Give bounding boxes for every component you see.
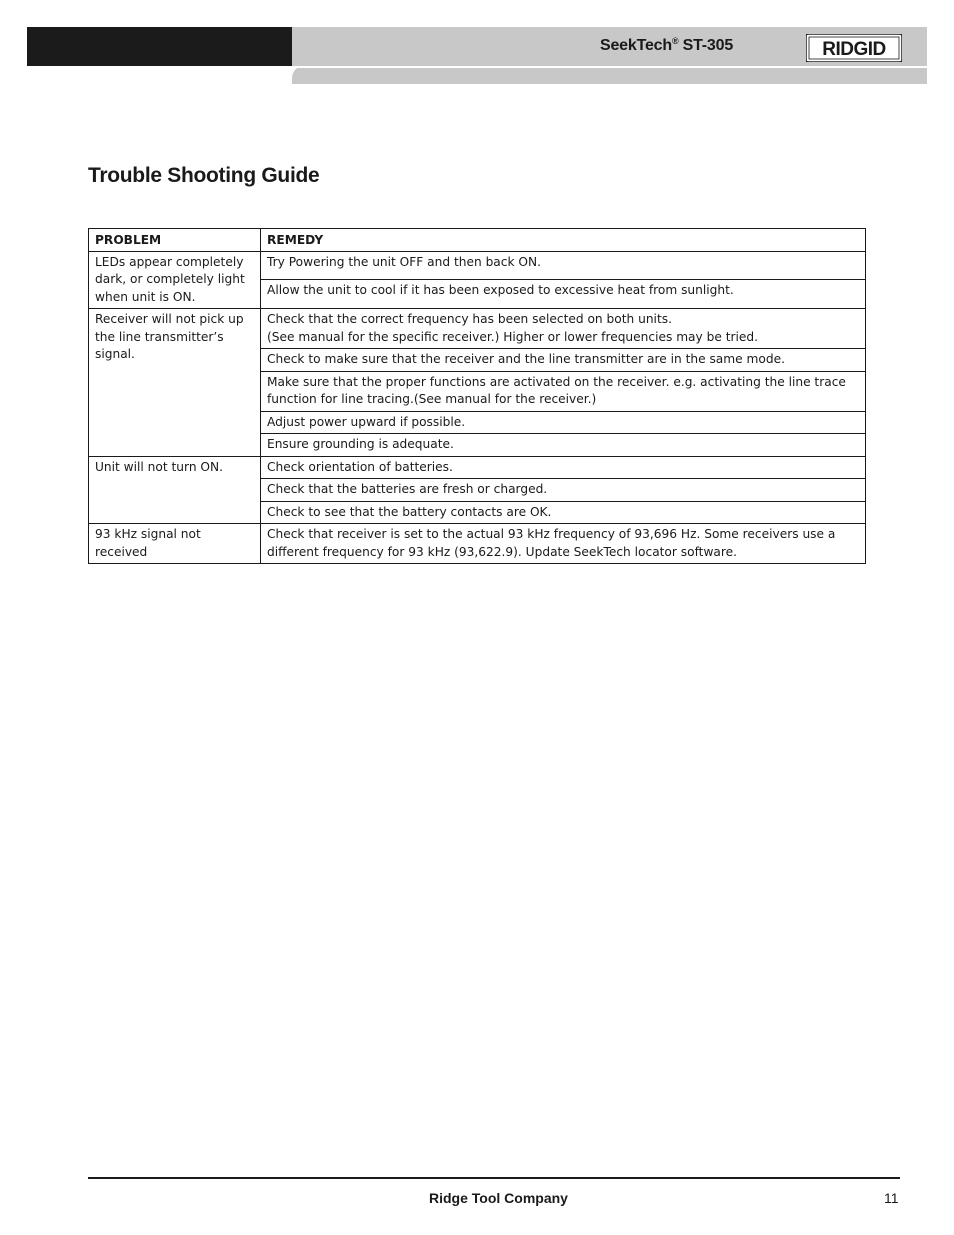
problem-cell: Receiver will not pick up the line transmitter’s signal. <box>89 309 261 457</box>
troubleshooting-table <box>88 228 866 564</box>
table-header-row <box>89 229 866 252</box>
table-row <box>89 524 866 564</box>
table-row <box>89 456 866 479</box>
remedy-cell: Check that receiver is set to the actual 93 kHz frequency of 93,696 Hz. Some receivers use a different frequency for 93 kHz (93,622.9). Update SeekTech locator software. <box>261 524 866 564</box>
table-row <box>89 309 866 349</box>
header-divider <box>292 66 927 68</box>
problem-cell: LEDs appear completely dark, or completely light when unit is ON. <box>89 251 261 309</box>
registered-mark: ® <box>671 36 679 46</box>
model-number: ST-305 <box>682 37 734 54</box>
header-black-bar <box>27 27 292 66</box>
column-header-problem: PROBLEM <box>89 229 261 252</box>
problem-cell: Unit will not turn ON. <box>89 456 261 524</box>
ridgid-logo-icon <box>806 34 902 62</box>
remedy-cell: Check orientation of batteries. <box>261 456 866 479</box>
remedy-cell: Allow the unit to cool if it has been exposed to excessive heat from sunlight. <box>261 280 866 309</box>
logo-text: RIDGID <box>822 39 886 60</box>
remedy-cell: Try Powering the unit OFF and then back ON. <box>261 251 866 280</box>
table-body <box>89 251 866 564</box>
footer-company: Ridge Tool Company <box>429 1190 568 1206</box>
header-gray-strip <box>292 66 927 84</box>
page-number: 11 <box>884 1190 899 1206</box>
footer-rule <box>88 1177 900 1179</box>
problem-cell: 93 kHz signal not received <box>89 524 261 564</box>
remedy-cell: Make sure that the proper functions are activated on the receiver. e.g. activating the line trace function for line tracing.(See manual for the receiver.) <box>261 371 866 411</box>
product-name: SeekTech <box>600 37 672 54</box>
remedy-cell: Check that the batteries are fresh or charged. <box>261 479 866 502</box>
remedy-cell: Adjust power upward if possible. <box>261 411 866 434</box>
table-row <box>89 251 866 280</box>
remedy-cell: Check to make sure that the receiver and the line transmitter are in the same mode. <box>261 349 866 372</box>
remedy-cell: Ensure grounding is adequate. <box>261 434 866 457</box>
column-header-remedy: REMEDY <box>261 229 866 252</box>
page-title: Trouble Shooting Guide <box>88 164 320 187</box>
product-model <box>600 36 733 55</box>
remedy-cell: Check that the correct frequency has been selected on both units. (See manual for the specific receiver.) Higher or lower frequencies may be tried. <box>261 309 866 349</box>
remedy-cell: Check to see that the battery contacts are OK. <box>261 501 866 524</box>
